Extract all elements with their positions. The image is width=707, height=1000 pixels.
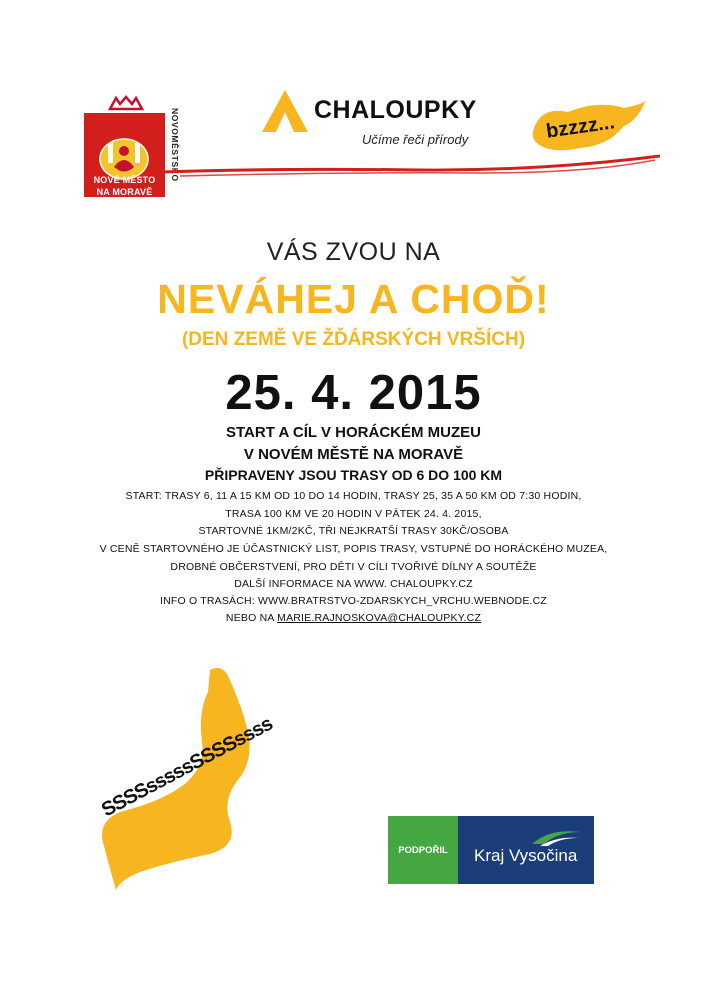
invite-text: VÁS ZVOU NA bbox=[266, 238, 441, 266]
snake-text: SSSSsssssSSSSssss bbox=[98, 712, 276, 822]
email-prefix: NEBO NA bbox=[225, 612, 278, 624]
email-link[interactable]: MARIE.RAJNOSKOVA@CHALOUPKY.CZ bbox=[277, 612, 482, 624]
nove-mesto-line1: NOVÉ MĚSTO bbox=[93, 175, 156, 185]
start-location-line2: V NOVÉM MĚSTĚ NA MORAVĚ bbox=[243, 446, 464, 463]
kraj-name: Kraj Vysočina bbox=[474, 846, 578, 865]
info-line-routes-web: INFO O TRASÁCH: WWW.BRATRSTVO-ZDARSKYCH_VRCHU.WEBNODE.CZ bbox=[159, 595, 548, 607]
kraj-panel bbox=[458, 816, 594, 884]
supported-label: PODPOŘIL bbox=[388, 816, 458, 884]
info-line-fee: STARTOVNÉ 1KM/2KČ, TŘI NEJKRATŠÍ TRASY 30KČ/OSOBA bbox=[198, 525, 509, 537]
red-brush-line bbox=[160, 138, 660, 188]
info-line-refreshments: DROBNÉ OBČERSTVENÍ, PRO DĚTI V CÍLI TVOŘIVÉ DÍLNY A SOUTĚŽE bbox=[170, 561, 537, 573]
roof-icon bbox=[258, 86, 312, 134]
info-line-includes: V CENĚ STARTOVNÉHO JE ÚČASTNICKÝ LIST, POPIS TRASY, VSTUPNÉ DO HORÁCKÉHO MUZEA, bbox=[99, 543, 608, 555]
chaloupky-name: CHALOUPKY bbox=[314, 96, 477, 124]
bzz-text: bzzzz... bbox=[544, 111, 617, 143]
kraj-swoosh-icon bbox=[530, 826, 582, 848]
info-line-website: DALŠÍ INFORMACE NA WWW. CHALOUPKY.CZ bbox=[234, 578, 473, 590]
event-subtitle: (DEN ZEMĚ VE ŽĎÁRSKÝCH VRŠÍCH) bbox=[181, 329, 526, 350]
start-location-line1: START A CÍL V HORÁCKÉM MUZEU bbox=[226, 424, 481, 441]
info-line-100km: TRASA 100 KM VE 20 HODIN V PÁTEK 24. 4. 2015, bbox=[225, 508, 482, 520]
event-title: NEVÁHEJ A CHOĎ! bbox=[157, 276, 550, 322]
nove-mesto-shield bbox=[84, 113, 165, 197]
info-line-email bbox=[0, 612, 707, 624]
nove-mesto-line2: NA MORAVĚ bbox=[96, 187, 153, 197]
chaloupky-tagline: Učíme řeči přírody bbox=[362, 132, 469, 147]
routes-line: PŘIPRAVENY JSOU TRASY OD 6 DO 100 KM bbox=[204, 467, 503, 483]
kraj-vysocina-logo bbox=[388, 816, 594, 884]
novomestsko-label: NOVOMĚSTSKO bbox=[170, 108, 180, 182]
info-line-start: START: TRASY 6, 11 A 15 KM OD 10 DO 14 HODIN, TRASY 25, 35 A 50 KM OD 7:30 HODIN, bbox=[125, 490, 582, 502]
castle-icon bbox=[108, 95, 144, 111]
event-date: 25. 4. 2015 bbox=[225, 366, 482, 420]
snake-illustration bbox=[90, 662, 275, 892]
